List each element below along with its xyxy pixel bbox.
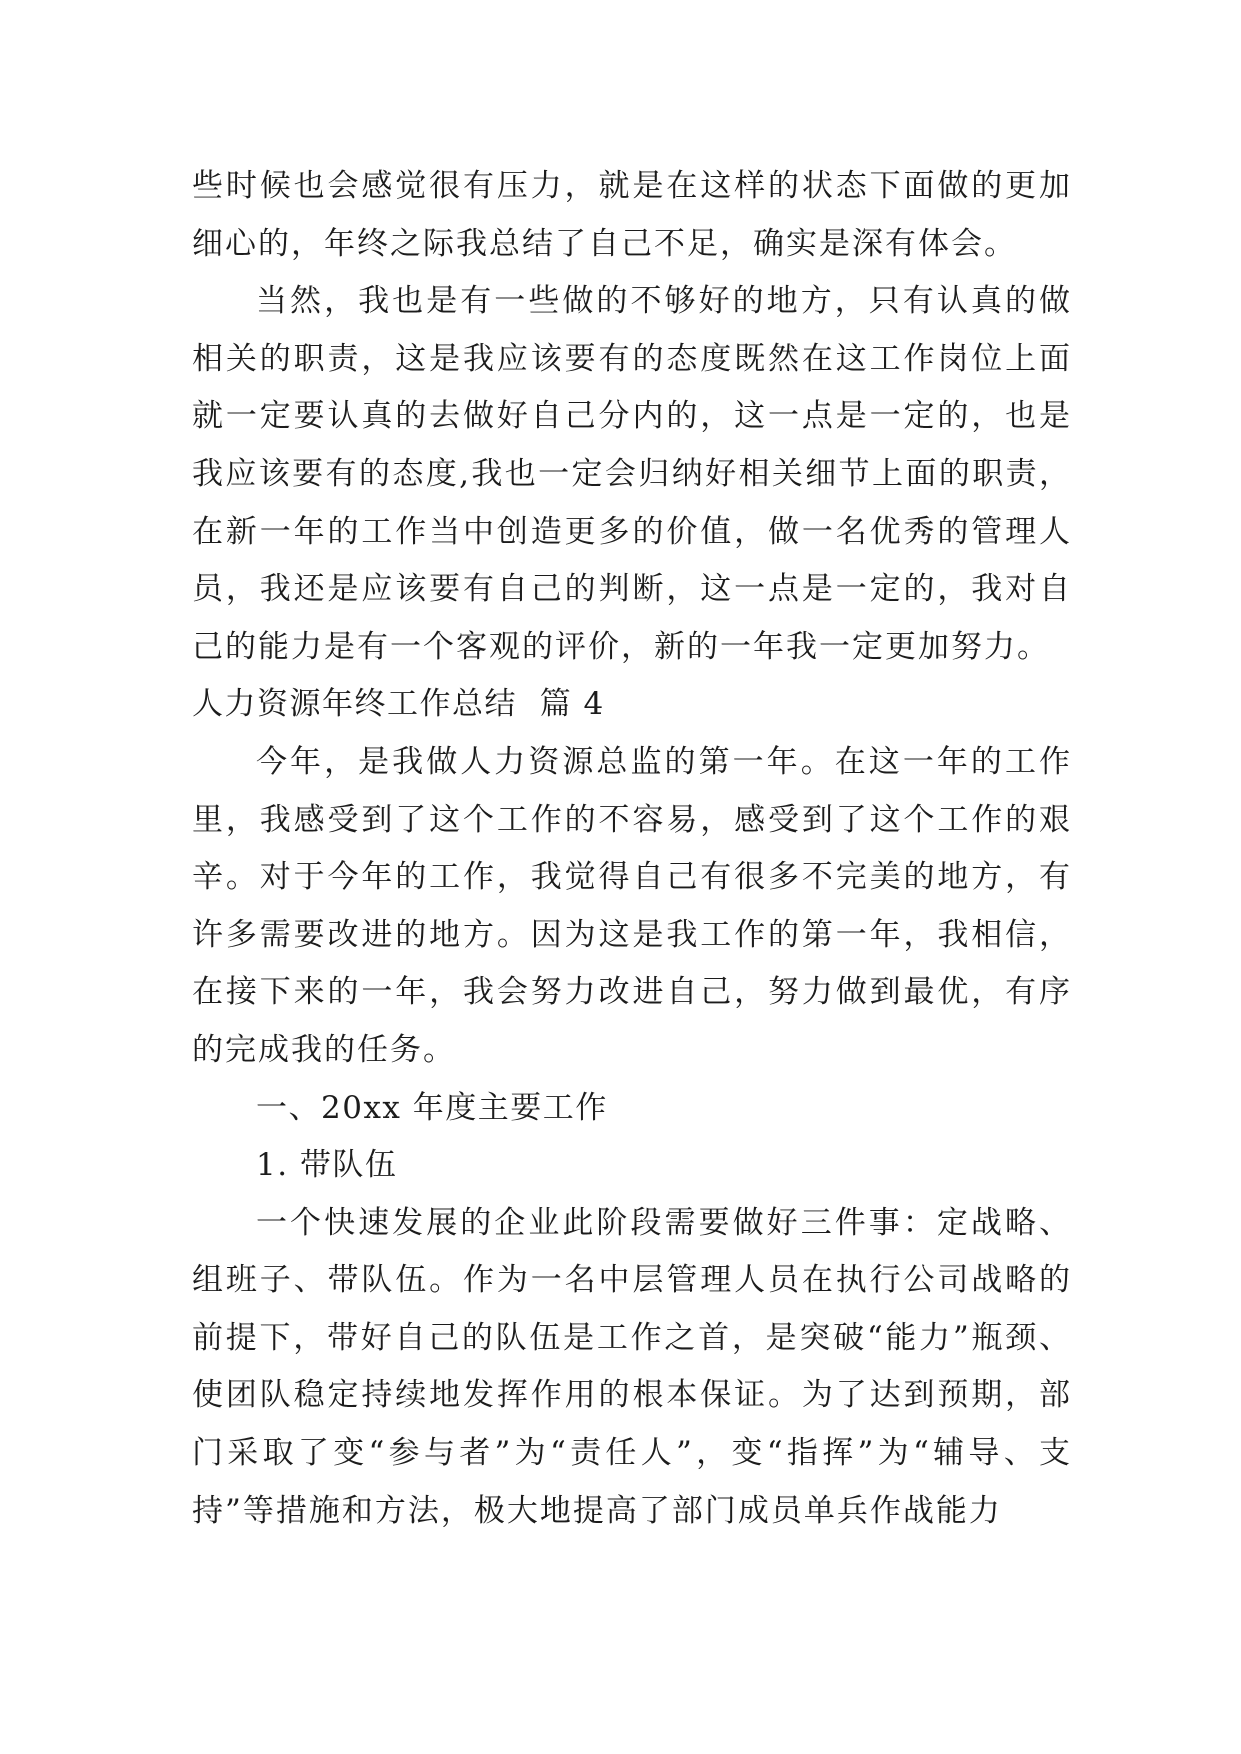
paragraph-self-assessment: 当然，我也是有一些做的不够好的地方，只有认真的做相关的职责，这是我应该要有的态度既然在这工作岗位上面就一定要认真的去做好自己分内的，这一点是一定的，也是我应该要有的态度,我也一定会归纳好相关细节上面的职责，在新一年的工作当中创造更多的价值，做一名优秀的管理人员，我还是应该要有自己的判断，这一点是一定的，我对自己的能力是有一个客观的评价，新的一年我一定更加努力。 xyxy=(192,283,1072,665)
heading-lead-team: 1. 带队伍 xyxy=(256,1147,398,1184)
heading-main-work: 一、20xx 年度主要工作 xyxy=(256,1089,608,1126)
document-body xyxy=(192,158,1072,1540)
section-title: 人力资源年终工作总结 篇 4 xyxy=(192,686,605,723)
paragraph-continuation: 些时候也会感觉很有压力，就是在这样的状态下面做的更加细心的，年终之际我总结了自己不足，确实是深有体会。 xyxy=(192,168,1072,262)
paragraph-first-year: 今年，是我做人力资源总监的第一年。在这一年的工作里，我感受到了这个工作的不容易，感受到了这个工作的艰辛。对于今年的工作，我觉得自己有很多不完美的地方，有许多需要改进的地方。因为这是我工作的第一年，我相信，在接下来的一年，我会努力改进自己，努力做到最优，有序的完成我的任务。 xyxy=(192,743,1072,1068)
paragraph-team-building: 一个快速发展的企业此阶段需要做好三件事：定战略、组班子、带队伍。作为一名中层管理人员在执行公司战略的前提下，带好自己的队伍是工作之首，是突破“能力”瓶颈、使团队稳定持续地发挥作用的根本保证。为了达到预期，部门采取了变“参与者”为“责任人”，变“指挥”为“辅导、支持”等措施和方法，极大地提高了部门成员单兵作战能力 xyxy=(192,1204,1072,1529)
